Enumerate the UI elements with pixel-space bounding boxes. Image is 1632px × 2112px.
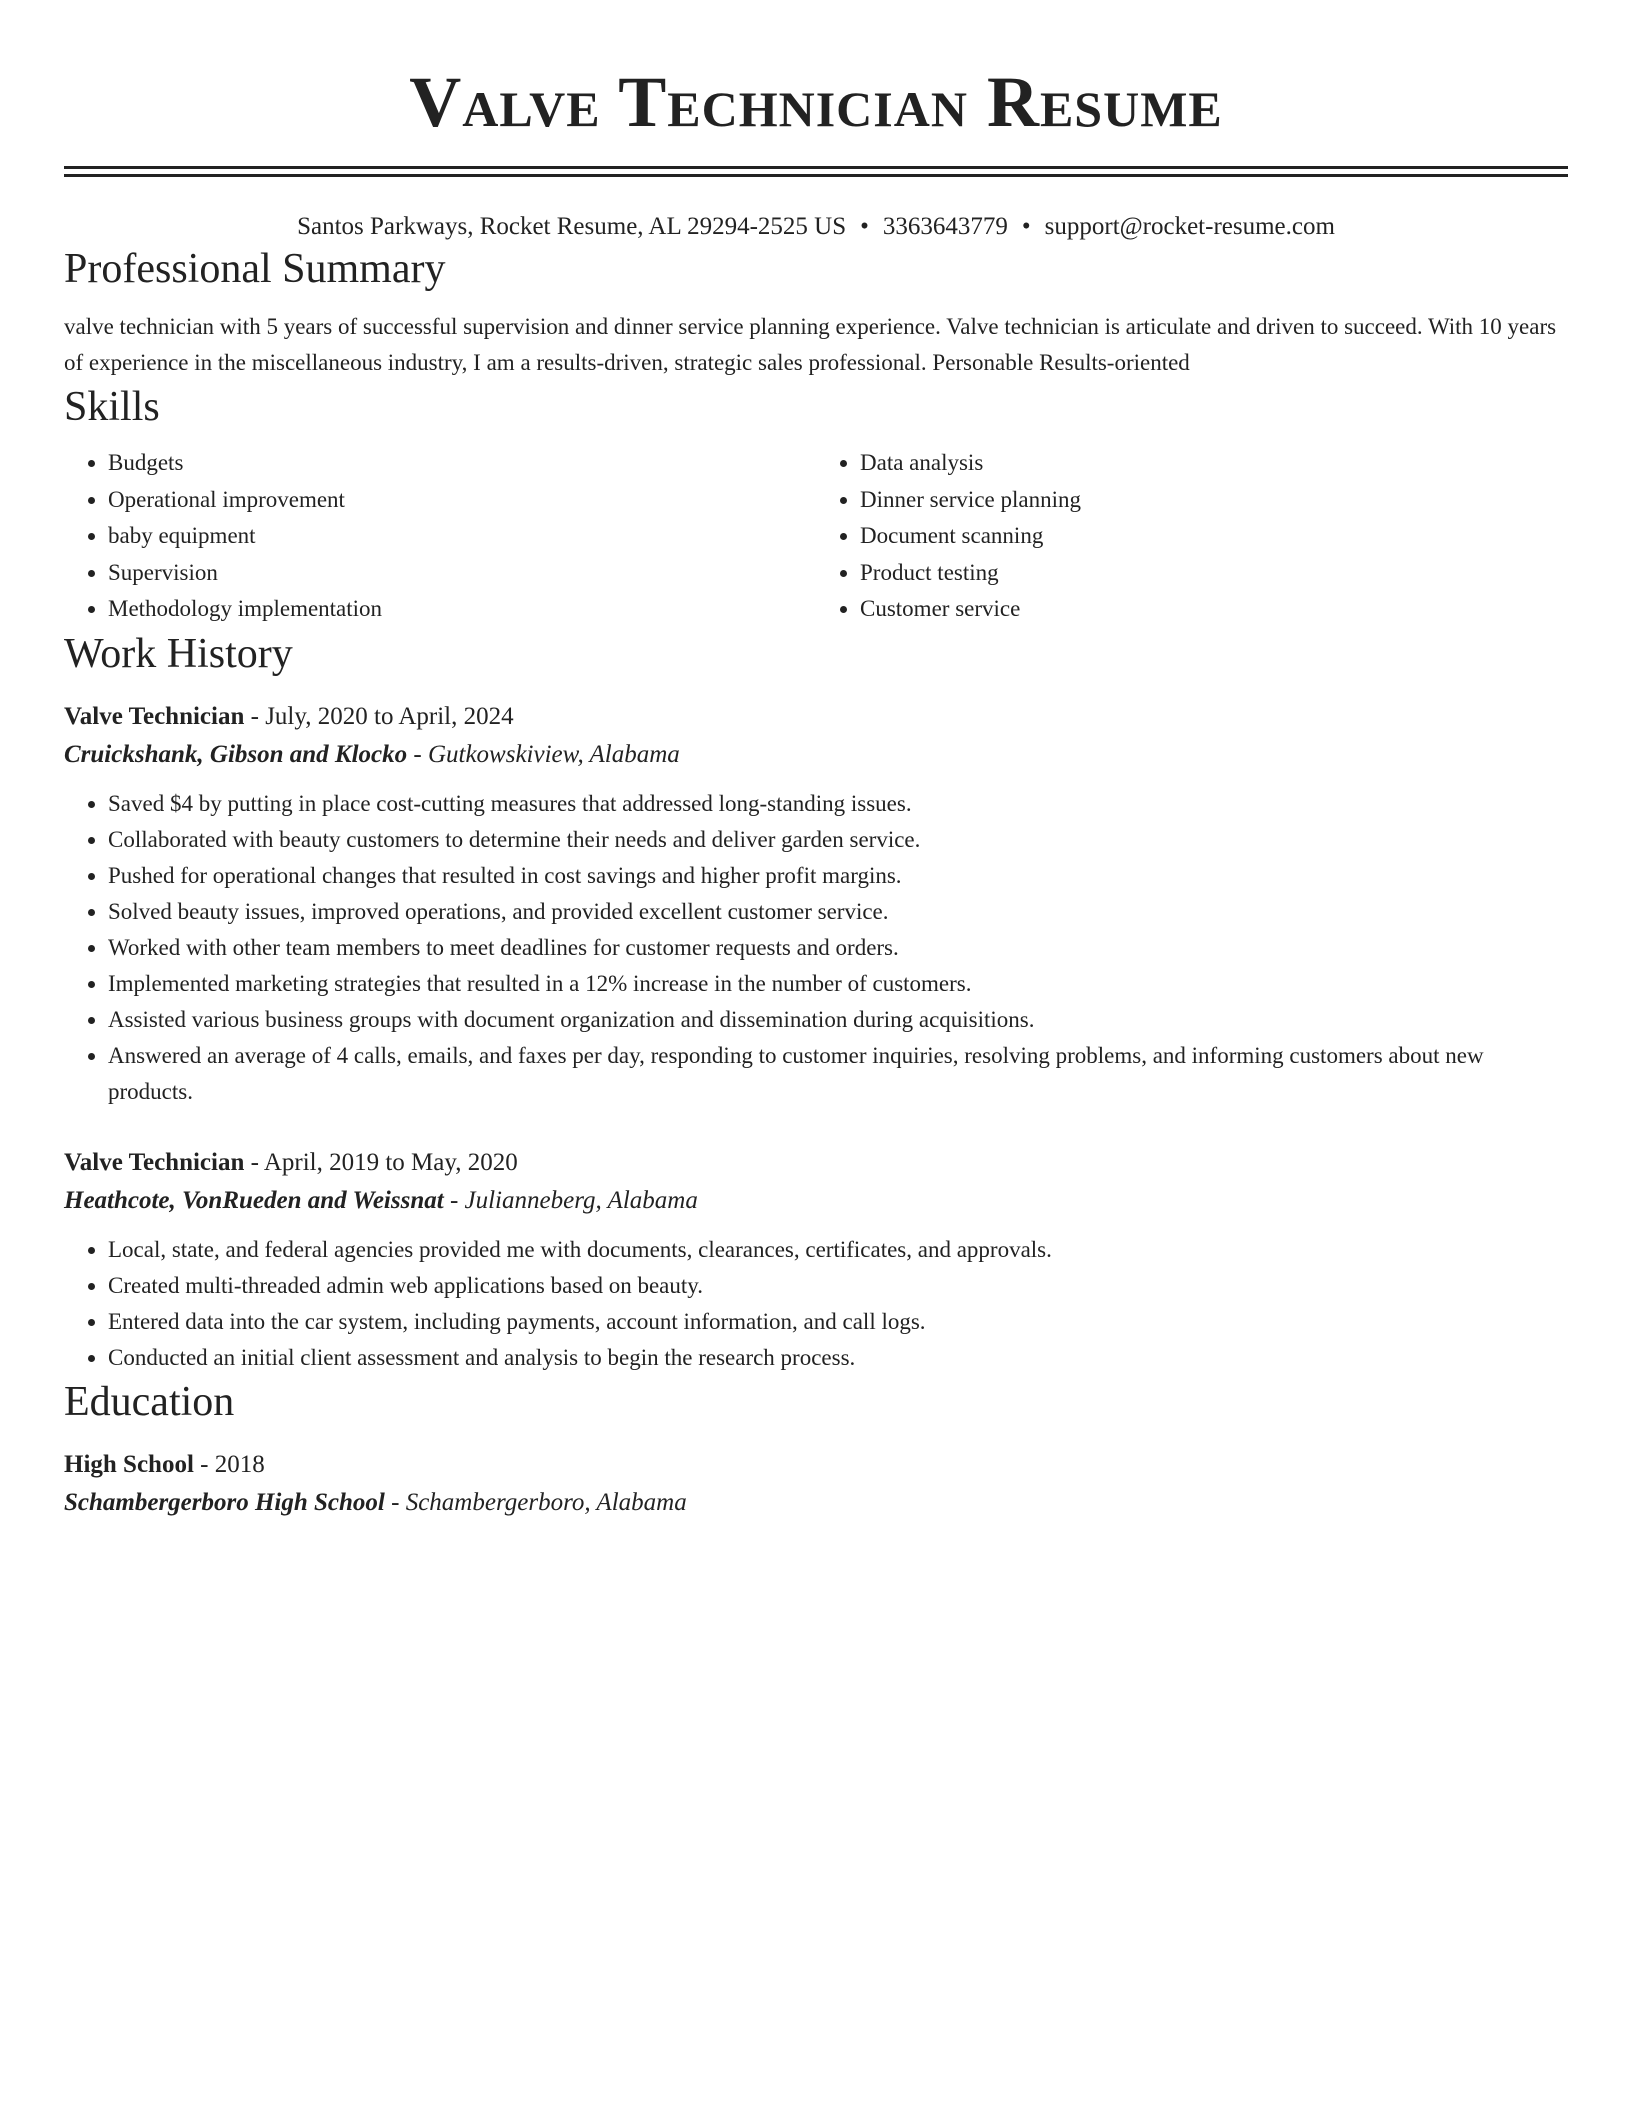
contact-separator: • <box>1021 213 1031 240</box>
contact-email: support@rocket-resume.com <box>1044 213 1335 240</box>
summary-heading: Professional Summary <box>64 246 446 292</box>
job-bullet: • Entered data into the car system, including payments, account information, and call logs. <box>108 1304 1568 1340</box>
job-company: Heathcote, VonRueden and Weissnat <box>64 1186 444 1214</box>
skill-item: • Data analysis <box>860 445 1568 482</box>
education-heading: Education <box>64 1378 235 1425</box>
job-dates: - April, 2019 to May, 2020 <box>244 1148 518 1176</box>
job-company: Cruickshank, Gibson and Klocko <box>64 740 408 768</box>
job-entry <box>64 1144 1568 1376</box>
job-bullet: • Saved $4 by putting in place cost-cutting measures that addressed long-standing issues. <box>108 786 1568 822</box>
education-school-line <box>64 1484 1568 1522</box>
job-title: Valve Technician <box>64 1148 245 1176</box>
education-year: - 2018 <box>193 1450 265 1478</box>
job-company-line <box>64 1182 1568 1220</box>
skill-item: • Customer service <box>860 591 1568 628</box>
job-bullets <box>64 1232 1568 1376</box>
job-company-line <box>64 736 1568 774</box>
job-bullet: • Pushed for operational changes that resulted in cost savings and higher profit margins. <box>108 858 1568 894</box>
job-bullet: • Conducted an initial client assessment and analysis to begin the research process. <box>108 1340 1568 1376</box>
skills-list <box>64 445 1568 628</box>
resume-title: Valve Technician Resume <box>409 62 1223 142</box>
job-location: - Gutkowskiview, Alabama <box>407 740 680 768</box>
job-entry <box>64 698 1568 1110</box>
summary-text: valve technician with 5 years of successful supervision and dinner service planning experience. Valve technician is articulate and driven to succeed. With 10 years of experience in the miscellaneous industry, I am a results-driven, strategic sales professional. Personable Results-oriented <box>64 314 1557 375</box>
education-school: Schambergerboro High School <box>64 1488 385 1516</box>
job-location: - Julianneberg, Alabama <box>443 1186 698 1214</box>
job-dates: - July, 2020 to April, 2024 <box>244 702 514 730</box>
job-title-line <box>64 698 1568 736</box>
job-bullets <box>64 786 1568 1110</box>
skill-item: • Methodology implementation <box>108 591 816 628</box>
job-bullet: • Collaborated with beauty customers to determine their needs and deliver garden service. <box>108 822 1568 858</box>
job-bullet: • Local, state, and federal agencies provided me with documents, clearances, certificates, and approvals. <box>108 1232 1568 1268</box>
skill-item: • Dinner service planning <box>860 482 1568 519</box>
skill-item: • Budgets <box>108 445 816 482</box>
education-location: - Schambergerboro, Alabama <box>384 1488 687 1516</box>
skill-item: • Product testing <box>860 555 1568 592</box>
skills-column-left <box>64 445 816 628</box>
contact-separator: • <box>860 213 869 240</box>
skills-heading: Skills <box>64 384 160 430</box>
job-bullet: • Assisted various business groups with document organization and dissemination during acquisitions. <box>108 1002 1568 1038</box>
job-title: Valve Technician <box>64 702 245 730</box>
skill-item: • Operational improvement <box>108 482 816 519</box>
skill-item: • Supervision <box>108 555 816 592</box>
title-divider <box>64 166 1568 177</box>
education-degree-line <box>64 1446 1568 1484</box>
contact-line <box>64 211 1568 243</box>
job-bullet: • Implemented marketing strategies that resulted in a 12% increase in the number of customers. <box>108 966 1568 1002</box>
skills-column-right <box>816 445 1568 628</box>
education-degree: High School <box>64 1450 194 1478</box>
job-bullet: • Worked with other team members to meet deadlines for customer requests and orders. <box>108 930 1568 966</box>
education-entry <box>64 1446 1568 1522</box>
contact-phone: 3363643779 <box>882 213 1008 240</box>
job-bullet: • Solved beauty issues, improved operations, and provided excellent customer service. <box>108 894 1568 930</box>
job-bullet: • Answered an average of 4 calls, emails, and faxes per day, responding to customer inquiries, resolving problems, and informing customers about new products. <box>108 1038 1568 1110</box>
skill-item: • Document scanning <box>860 518 1568 555</box>
contact-address: Santos Parkways, Rocket Resume, AL 29294-2525 US <box>297 213 847 240</box>
work-history-heading: Work History <box>64 630 293 677</box>
skill-item: • baby equipment <box>108 518 816 555</box>
job-bullet: • Created multi-threaded admin web applications based on beauty. <box>108 1268 1568 1304</box>
job-title-line <box>64 1144 1568 1182</box>
